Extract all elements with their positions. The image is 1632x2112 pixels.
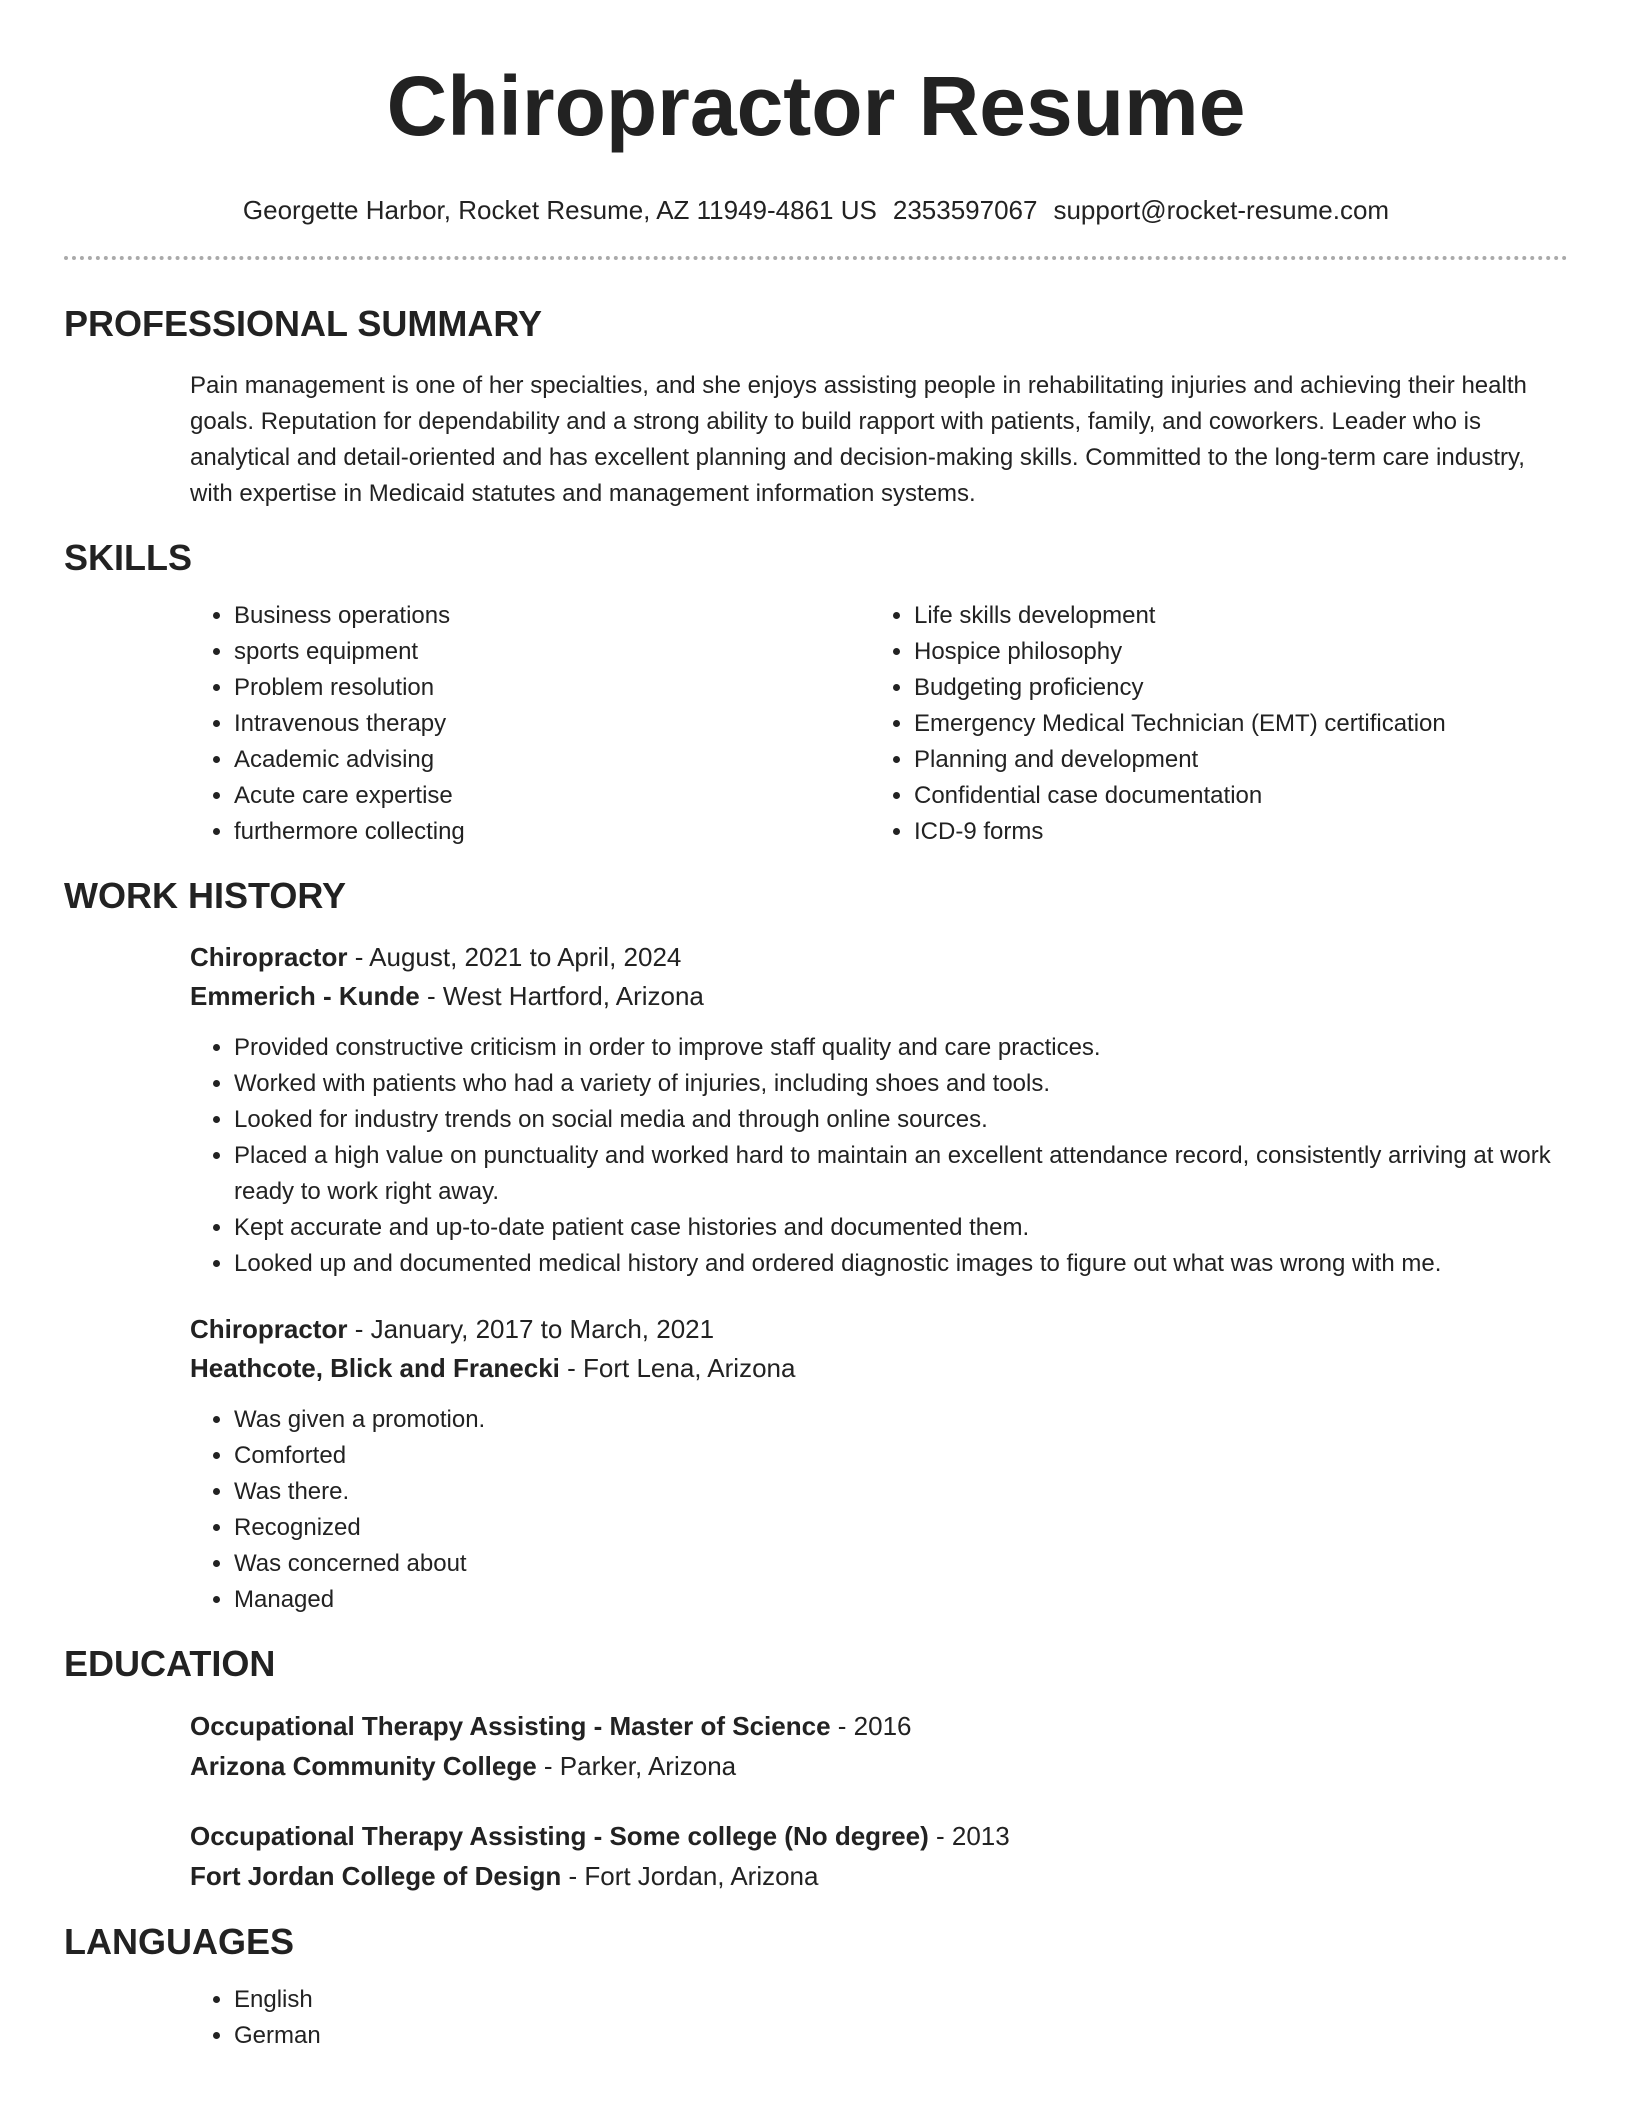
job-bullet: • Was concerned about	[234, 1546, 1568, 1582]
job-dates: - August, 2021 to April, 2024	[347, 942, 682, 972]
skill-item: • Life skills development	[914, 598, 1550, 634]
job-entry	[190, 1310, 1568, 1618]
skill-item: • Budgeting proficiency	[914, 670, 1550, 706]
job-bullet: • Looked for industry trends on social media and through online sources.	[234, 1102, 1568, 1138]
language-item: • English	[234, 1982, 1568, 2018]
job-bullet: • Looked up and documented medical history and ordered diagnostic images to figure out what was wrong with me.	[234, 1246, 1568, 1282]
summary-text: Pain management is one of her specialties, and she enjoys assisting people in rehabilitating injuries and achieving their health goals. Reputation for dependability and a strong ability to build rapport with patients, family, and coworkers. Leader who is analytical and detail-oriented and has excellent planning and decision-making skills. Committed to the long-term care industry, with expertise in Medicaid statutes and management information systems.	[190, 372, 1527, 507]
language-item: • German	[234, 2018, 1568, 2054]
skill-item: • Confidential case documentation	[914, 778, 1550, 814]
education-year: - 2016	[830, 1711, 912, 1741]
skill-item: • Acute care expertise	[234, 778, 870, 814]
skills-list	[190, 598, 1568, 850]
job-location: - West Hartford, Arizona	[419, 981, 704, 1011]
job-title-line	[190, 938, 1568, 977]
contact-address: Georgette Harbor, Rocket Resume, AZ 11949-4861 US	[242, 195, 877, 225]
job-company-line	[190, 977, 1568, 1016]
job-title-line	[190, 1310, 1568, 1349]
job-location: - Fort Lena, Arizona	[559, 1353, 796, 1383]
skill-item: • ICD-9 forms	[914, 814, 1550, 850]
skill-item: • sports equipment	[234, 634, 870, 670]
job-bullet: • Recognized	[234, 1510, 1568, 1546]
header-divider	[64, 256, 1568, 260]
job-bullet: • Worked with patients who had a variety of injuries, including shoes and tools.	[234, 1066, 1568, 1102]
contact-email: support@rocket-resume.com	[1053, 195, 1390, 225]
job-bullet: • Was given a promotion.	[234, 1402, 1568, 1438]
education-school-line	[190, 1856, 1568, 1896]
job-company: Heathcote, Blick and Franecki	[190, 1353, 560, 1383]
education-heading: EDUCATION	[64, 1643, 276, 1684]
summary-heading: PROFESSIONAL SUMMARY	[64, 303, 543, 344]
languages-list	[190, 1982, 1568, 2054]
education-degree: Occupational Therapy Assisting - Master of Science	[190, 1711, 831, 1741]
job-entry	[190, 938, 1568, 1282]
job-bullet: • Comforted	[234, 1438, 1568, 1474]
education-entry	[190, 1706, 1568, 1786]
skill-item: • furthermore collecting	[234, 814, 870, 850]
skill-item: • Problem resolution	[234, 670, 870, 706]
education-school-line	[190, 1746, 1568, 1786]
job-bullet: • Managed	[234, 1582, 1568, 1618]
education-location: - Fort Jordan, Arizona	[561, 1861, 819, 1891]
job-dates: - January, 2017 to March, 2021	[347, 1314, 715, 1344]
job-role: Chiropractor	[190, 1314, 348, 1344]
contact-line	[64, 194, 1568, 226]
work-history-heading: WORK HISTORY	[64, 875, 347, 916]
skills-column-right	[870, 598, 1550, 850]
skill-item: • Planning and development	[914, 742, 1550, 778]
job-bullet: • Kept accurate and up-to-date patient case histories and documented them.	[234, 1210, 1568, 1246]
education-entry	[190, 1816, 1568, 1896]
education-degree-line	[190, 1706, 1568, 1746]
education-year: - 2013	[928, 1821, 1010, 1851]
skill-item: • Academic advising	[234, 742, 870, 778]
job-bullet: • Provided constructive criticism in order to improve staff quality and care practices.	[234, 1030, 1568, 1066]
skill-item: • Emergency Medical Technician (EMT) certification	[914, 706, 1550, 742]
job-company-line	[190, 1349, 1568, 1388]
job-company: Emmerich - Kunde	[190, 981, 420, 1011]
education-degree: Occupational Therapy Assisting - Some college (No degree)	[190, 1821, 929, 1851]
job-role: Chiropractor	[190, 942, 348, 972]
skill-item: • Business operations	[234, 598, 870, 634]
education-school: Fort Jordan College of Design	[190, 1861, 562, 1891]
skills-column-left	[190, 598, 870, 850]
job-bullet: • Was there.	[234, 1474, 1568, 1510]
resume-title: Chiropractor Resume	[386, 59, 1246, 153]
languages-heading: LANGUAGES	[64, 1921, 295, 1962]
skills-heading: SKILLS	[64, 537, 193, 578]
education-location: - Parker, Arizona	[536, 1751, 737, 1781]
job-bullets	[64, 1030, 1568, 1282]
education-school: Arizona Community College	[190, 1751, 537, 1781]
job-bullets	[190, 1402, 1568, 1618]
job-bullet: • Placed a high value on punctuality and worked hard to maintain an excellent attendance record, consistently arriving at work ready to work right away.	[234, 1138, 1568, 1210]
contact-phone: 2353597067	[892, 195, 1038, 225]
education-degree-line	[190, 1816, 1568, 1856]
skill-item: • Intravenous therapy	[234, 706, 870, 742]
skill-item: • Hospice philosophy	[914, 634, 1550, 670]
